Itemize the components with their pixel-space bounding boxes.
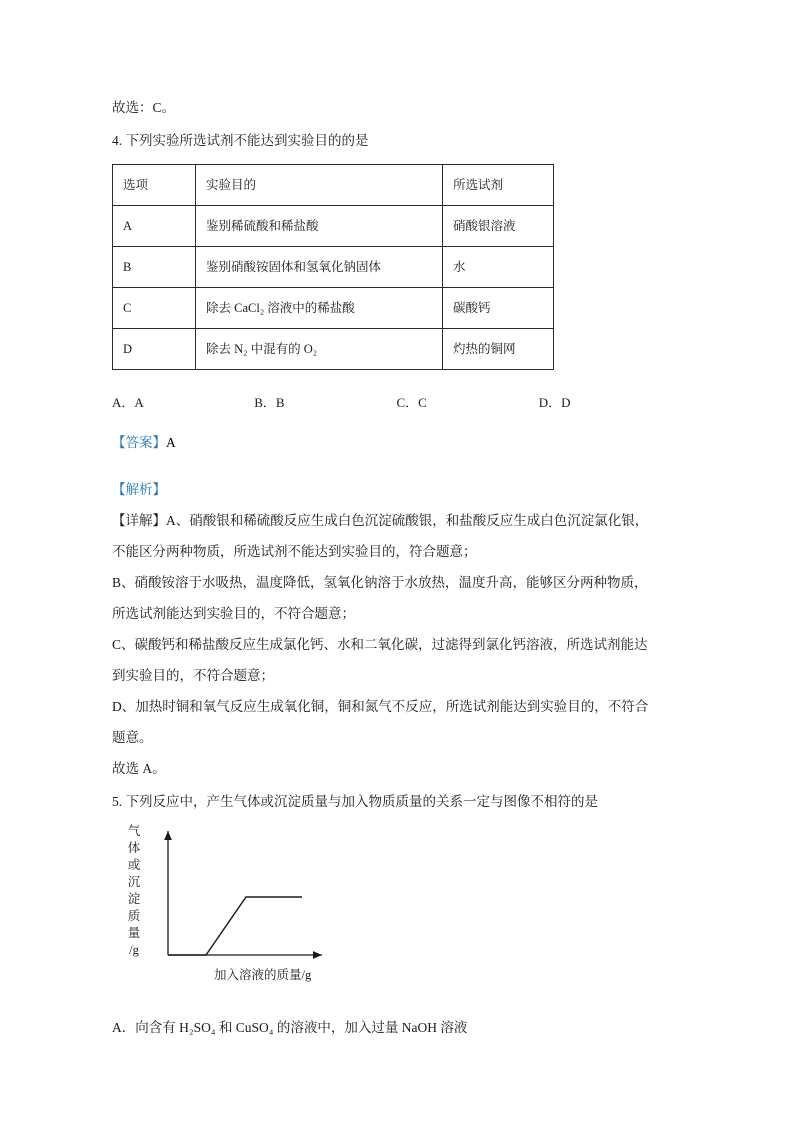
table-header-cell-option: 选项 — [113, 165, 196, 206]
question-5-stem — [112, 786, 681, 817]
detail-line: D、加热时铜和氧气反应生成氧化铜，铜和氮气不反应，所选试剂能达到实验目的，不符合 — [112, 699, 649, 714]
detail-line: B、硝酸铵溶于水吸热，温度降低，氢氧化钠溶于水放热，温度升高，能够区分两种物质， — [112, 575, 648, 590]
analysis-label: 【解析】 — [112, 482, 166, 497]
chart-plot — [144, 825, 394, 970]
table-row — [113, 288, 554, 329]
detail-line: 到实验目的，不符合题意； — [112, 668, 274, 683]
table-cell-option: B — [113, 247, 196, 288]
option-d[interactable]: D．D — [538, 395, 571, 410]
question-5-number: 5. — [112, 794, 123, 809]
detail-line: 所选试剂能达到实验目的，不符合题意； — [112, 606, 355, 621]
chart-series-line — [168, 897, 302, 955]
table-header-cell-purpose: 实验目的 — [196, 165, 443, 206]
table-cell-purpose: 鉴别硝酸铵固体和氢氧化钠固体 — [196, 247, 443, 288]
question-4-options — [112, 392, 681, 411]
answer-value: A — [166, 435, 176, 450]
experiment-table — [112, 164, 554, 370]
table-cell-purpose: 鉴别稀硫酸和稀盐酸 — [196, 206, 443, 247]
table-row — [113, 329, 554, 370]
option-c[interactable]: C．C — [396, 395, 427, 410]
table-header-cell-reagent: 所选试剂 — [443, 165, 554, 206]
table-cell-option: C — [113, 288, 196, 329]
question-4-number: 4. — [112, 133, 123, 148]
detail-line: 不能区分两种物质，所选试剂不能达到实验目的，符合题意； — [112, 544, 477, 559]
table-cell-reagent: 硝酸银溶液 — [443, 206, 554, 247]
question-5-text: 下列反应中，产生气体或沉淀质量与加入物质质量的关系一定与图像不相符的是 — [125, 794, 598, 809]
conclusion-line: 故选 A。 — [112, 761, 166, 776]
option-a[interactable]: A．A — [112, 395, 144, 410]
detail-line: 【详解】A、硝酸银和稀硫酸反应生成白色沉淀硫酸银，和盐酸反应生成白色沉淀氯化银， — [112, 513, 649, 528]
table-cell-reagent: 碳酸钙 — [443, 288, 554, 329]
table-row — [113, 247, 554, 288]
table-cell-purpose: 除去 CaCl₂ 溶液中的稀盐酸 — [196, 288, 443, 329]
table-cell-reagent: 灼热的铜网 — [443, 329, 554, 370]
chart-x-axis-label: 加入溶液的质量/g — [214, 968, 312, 982]
chart-figure — [126, 823, 486, 993]
table-cell-option: D — [113, 329, 196, 370]
table-cell-option: A — [113, 206, 196, 247]
chart-y-axis-label: 气 体 或 沉 淀 质 量 /g — [127, 824, 141, 957]
table-cell-purpose: 除去 N₂ 中混有的 O₂ — [196, 329, 443, 370]
table-header-row — [113, 165, 554, 206]
table-row — [113, 206, 554, 247]
question-5-option-a[interactable]: A．向含有 H₂SO₄ 和 CuSO₄ 的溶液中，加入过量 NaOH 溶液 — [112, 1020, 468, 1035]
question-4-text: 下列实验所选试剂不能达到实验目的的是 — [125, 133, 369, 148]
question-4-stem — [112, 125, 681, 156]
detail-line: C、碳酸钙和稀盐酸反应生成氯化钙、水和二氧化碳，过滤得到氯化钙溶液，所选试剂能达 — [112, 637, 648, 652]
answer-line — [112, 427, 681, 458]
detail-line: 题意。 — [112, 730, 153, 745]
answer-label: 【答案】 — [112, 435, 166, 450]
previous-answer-line: 故选：C。 — [112, 100, 176, 115]
option-b[interactable]: B．B — [254, 395, 285, 410]
table-cell-reagent: 水 — [443, 247, 554, 288]
